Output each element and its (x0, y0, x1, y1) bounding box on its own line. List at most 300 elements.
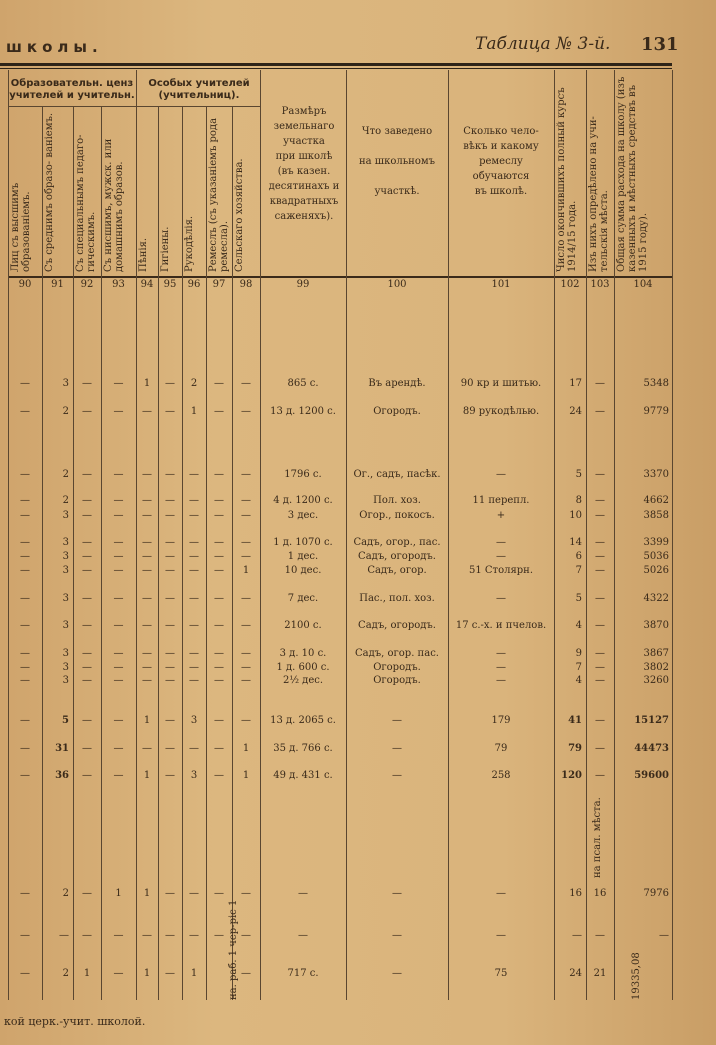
table-cell: — (113, 593, 124, 604)
column-number: 91 (51, 279, 64, 290)
table-cell: 120 (561, 770, 582, 781)
table-cell: — (20, 551, 30, 562)
table-cell: — (595, 378, 605, 389)
table-cell: 4 (575, 675, 582, 686)
table-cell: — (214, 495, 224, 506)
table-cell: — (82, 715, 92, 726)
table-cell: — (189, 743, 199, 754)
vertical-header: Гигіены. (160, 226, 171, 272)
table-cell: 8 (575, 495, 582, 506)
table-cell: — (214, 510, 224, 521)
table-cell: — (595, 620, 605, 631)
table-cell: 258 (491, 770, 511, 781)
table-cell: 717 с. (287, 968, 319, 979)
footer-text: кой церк.-учит. школой. (4, 1015, 146, 1028)
column-number: 92 (80, 279, 94, 290)
table-cell: — (189, 551, 199, 562)
table-cell: 1 (242, 770, 250, 781)
table-cell: — (189, 675, 199, 686)
column-number: 101 (491, 279, 511, 290)
table-cell: — (142, 565, 152, 576)
table-cell: — (189, 593, 199, 604)
table-cell: — (165, 551, 175, 562)
header-line: вѣкъ и какому (463, 141, 539, 152)
table-cell: 3 (62, 378, 69, 389)
table-cell: — (595, 930, 605, 941)
table-cell: — (59, 930, 69, 941)
table-cell: — (113, 551, 124, 562)
table-cell: 865 с. (287, 378, 319, 389)
table-cell: — (241, 888, 251, 899)
table-cell: — (165, 770, 175, 781)
table-cell: — (113, 715, 124, 726)
table-cell: — (572, 930, 582, 941)
table-cell: — (392, 715, 402, 726)
table-cell: — (82, 565, 92, 576)
table-cell: — (214, 620, 224, 631)
table-cell: — (165, 930, 175, 941)
table-cell: — (82, 378, 92, 389)
table-cell: — (595, 495, 605, 506)
table-cell: — (142, 593, 152, 604)
column-number: 103 (590, 279, 610, 290)
table-cell: — (20, 406, 30, 417)
table-cell: — (20, 495, 30, 506)
table-cell: — (113, 469, 124, 480)
table-cell: — (214, 565, 224, 576)
table-cell: 5 (575, 593, 582, 604)
table-cell: — (165, 537, 175, 548)
header-line: десятинахъ и (268, 181, 340, 192)
header-col100 (346, 124, 448, 199)
header-left: школы. (6, 38, 103, 56)
table-cell: — (595, 537, 605, 548)
table-cell: — (165, 675, 175, 686)
table-cell: — (214, 888, 224, 899)
table-cell: — (595, 770, 605, 781)
grid-vline (586, 70, 587, 1000)
table-cell: — (82, 743, 92, 754)
table-cell: — (20, 888, 30, 899)
table-cell: — (165, 968, 175, 979)
table-cell: — (241, 662, 251, 673)
table-cell: — (142, 406, 152, 417)
table-cell: — (595, 593, 605, 604)
top-rule-thin (0, 68, 672, 69)
header-line: участкѣ. (374, 186, 420, 197)
column-number: 102 (560, 279, 580, 290)
table-cell: 3870 (643, 620, 669, 631)
table-cell: — (113, 648, 124, 659)
table-cell: — (214, 675, 224, 686)
header-line: въ школѣ. (474, 186, 528, 197)
table-cell: — (165, 378, 175, 389)
table-cell: — (189, 620, 199, 631)
table-cell: 3 (62, 510, 69, 521)
table-cell: — (142, 930, 152, 941)
table-cell: — (659, 930, 669, 941)
table-cell: 9779 (643, 406, 669, 417)
col104-last-value: 19335,08 (631, 952, 642, 1000)
vertical-header: Лиц съ высшимъ образованіемъ. (10, 182, 32, 272)
table-cell: 44473 (634, 743, 669, 754)
group-education: Образовательн. ценз учителей и учительн. (9, 78, 135, 101)
header-line: (въ казен. (277, 166, 331, 177)
table-cell: — (165, 743, 175, 754)
table-cell: 1 (143, 770, 151, 781)
table-cell: 89 рукодѣлью. (462, 406, 540, 417)
table-cell: — (20, 378, 30, 389)
table-cell: 1 (143, 888, 151, 899)
table-cell: 24 (569, 968, 582, 979)
table-cell: — (595, 675, 605, 686)
table-cell: Садъ, огородъ. (358, 620, 436, 631)
col97-note: на. раб. 1 чер-ріс 1 (228, 899, 239, 1000)
table-cell: — (214, 469, 224, 480)
table-cell: Садъ, огор., пас. (353, 537, 441, 548)
header-line: земельнаго (273, 121, 335, 132)
column-number: 95 (163, 279, 177, 290)
table-cell: — (241, 510, 251, 521)
grid-vline (448, 70, 449, 1000)
table-cell: — (214, 406, 224, 417)
table-cell: 3 (62, 662, 69, 673)
table-cell: — (142, 551, 152, 562)
table-cell: 15127 (634, 715, 669, 726)
table-cell: — (189, 469, 199, 480)
table-title: Таблица № 3-й. (475, 34, 611, 54)
table-cell: 35 д. 766 с. (273, 743, 333, 754)
table-cell: 3 д. 10 с. (279, 648, 327, 659)
table-cell: 2 (62, 495, 69, 506)
header-bottom-rule (8, 276, 672, 278)
table-cell: Огородъ. (373, 406, 421, 417)
table-cell: 1 (143, 968, 151, 979)
table-cell: 79 (568, 743, 582, 754)
table-cell: — (496, 888, 506, 899)
table-cell: + (496, 510, 506, 521)
table-cell: 3 (62, 593, 69, 604)
table-cell: — (214, 662, 224, 673)
table-cell: — (82, 537, 92, 548)
header-col101 (448, 124, 554, 199)
table-cell: — (113, 930, 124, 941)
table-cell: 21 (593, 968, 607, 979)
grid-vline (554, 70, 555, 1000)
table-cell: 4322 (643, 593, 669, 604)
table-cell: 11 перепл. (472, 495, 530, 506)
table-cell: — (241, 930, 251, 941)
table-cell: — (165, 593, 175, 604)
table-cell: 16 (569, 888, 582, 899)
header-line: участка (283, 136, 325, 147)
table-cell: 1 (242, 565, 250, 576)
table-cell: — (113, 495, 124, 506)
table-cell: — (214, 648, 224, 659)
table-cell: 36 (55, 770, 69, 781)
table-cell: 3 (190, 715, 198, 726)
table-cell: — (165, 715, 175, 726)
table-cell: 3802 (643, 662, 669, 673)
table-cell: 14 (569, 537, 582, 548)
table-cell: — (214, 551, 224, 562)
table-cell: — (142, 469, 152, 480)
table-cell: Садъ, огор. (367, 565, 427, 576)
table-cell: 79 (494, 743, 508, 754)
header-line (346, 139, 448, 154)
table-cell: 2 (62, 968, 69, 979)
table-cell: 3260 (643, 675, 669, 686)
table-cell: — (20, 469, 30, 480)
table-cell: — (189, 510, 199, 521)
table-cell: — (165, 565, 175, 576)
table-cell: 75 (494, 968, 508, 979)
table-cell: — (113, 378, 124, 389)
vertical-header: Рукодѣлія. (184, 215, 195, 272)
header-line: Сколько чело- (463, 126, 539, 137)
table-cell: — (113, 968, 124, 979)
table-cell: 3 (62, 648, 69, 659)
table-cell: Пас., пол. хоз. (359, 593, 435, 604)
table-cell: — (214, 378, 224, 389)
table-cell: — (241, 378, 251, 389)
table-cell: — (82, 770, 92, 781)
table-cell: — (20, 537, 30, 548)
table-cell: — (189, 930, 199, 941)
table-cell: 2 (190, 378, 198, 389)
table-cell: 7 (575, 565, 582, 576)
table-cell: — (113, 770, 124, 781)
table-cell: 2100 с. (284, 620, 322, 631)
table-cell: — (392, 770, 402, 781)
table-cell: Въ арендѣ. (368, 378, 426, 389)
table-cell: Огородъ. (373, 662, 421, 673)
table-cell: — (165, 888, 175, 899)
column-number: 94 (140, 279, 154, 290)
table-cell: — (142, 620, 152, 631)
table-cell: 1 (143, 378, 151, 389)
grid-vline (672, 70, 673, 1000)
table-cell: — (165, 662, 175, 673)
table-cell: — (496, 469, 506, 480)
table-cell: 17 (569, 378, 582, 389)
table-cell: — (214, 743, 224, 754)
table-cell: 1 (190, 406, 198, 417)
vertical-header: Съ специальнымъ педаго- гическимъ. (75, 134, 97, 272)
table-cell: — (241, 648, 251, 659)
table-cell: — (82, 551, 92, 562)
header-line: при школѣ (275, 151, 333, 162)
table-cell: — (82, 406, 92, 417)
header-line (346, 169, 448, 184)
table-cell: — (165, 620, 175, 631)
table-cell: — (595, 743, 605, 754)
table-cell: — (241, 406, 251, 417)
table-cell: 5 (575, 469, 582, 480)
column-number: 96 (187, 279, 201, 290)
table-cell: 1 (143, 715, 151, 726)
table-cell: — (165, 510, 175, 521)
table-cell: 4 (575, 620, 582, 631)
table-cell: 3 (190, 770, 198, 781)
col103-note: на псал. мѣста. (592, 797, 603, 878)
grid-vline (346, 70, 347, 1000)
table-cell: — (241, 495, 251, 506)
table-cell: — (241, 675, 251, 686)
table-cell: — (595, 715, 605, 726)
table-cell: — (142, 495, 152, 506)
table-cell: 13 д. 2065 с. (270, 715, 336, 726)
header-line: Размѣръ (281, 106, 327, 117)
table-cell: — (142, 743, 152, 754)
column-number: 93 (112, 279, 125, 290)
column-number: 99 (296, 279, 310, 290)
table-cell: — (241, 715, 251, 726)
table-cell: — (165, 406, 175, 417)
header-line: на школьномъ (359, 156, 435, 167)
table-cell: — (142, 662, 152, 673)
table-cell: 5348 (643, 378, 669, 389)
table-cell: — (20, 715, 30, 726)
table-cell: — (496, 930, 506, 941)
table-cell: — (214, 593, 224, 604)
table-cell: 3867 (643, 648, 669, 659)
table-cell: — (165, 469, 175, 480)
table-cell: — (113, 620, 124, 631)
table-cell: — (496, 593, 506, 604)
table-cell: 2 (62, 406, 69, 417)
table-cell: — (113, 662, 124, 673)
grid-vline (8, 70, 9, 1000)
table-cell: — (496, 662, 506, 673)
table-cell: — (142, 537, 152, 548)
table-cell: — (214, 715, 224, 726)
table-cell: 24 (569, 406, 582, 417)
table-cell: — (189, 662, 199, 673)
table-cell: — (189, 495, 199, 506)
table-cell: 3399 (643, 537, 669, 548)
table-cell: — (189, 565, 199, 576)
table-cell: — (142, 510, 152, 521)
table-cell: 3 (62, 537, 69, 548)
table-cell: — (595, 469, 605, 480)
table-cell: Огородъ. (373, 675, 421, 686)
table-cell: 2½ дес. (282, 675, 324, 686)
group-rule (8, 106, 260, 107)
table-cell: — (595, 648, 605, 659)
table-cell: — (20, 930, 30, 941)
table-cell: — (595, 662, 605, 673)
column-number: 104 (633, 279, 653, 290)
table-cell: 3 дес. (287, 510, 319, 521)
table-cell: 3 (62, 565, 69, 576)
table-cell: 2 (62, 888, 69, 899)
right-vertical-header: Общая сумма расхода на школу (изъ казенныхъ и мѣстныхъ средствъ въ 1915 году). (616, 76, 649, 272)
header-line: саженяхъ). (274, 211, 334, 222)
table-cell: — (82, 662, 92, 673)
table-cell: — (20, 510, 30, 521)
table-cell: Пол. хоз. (373, 495, 421, 506)
table-cell: — (298, 930, 308, 941)
table-cell: — (113, 743, 124, 754)
grid-vline (260, 70, 261, 1000)
table-cell: Ог., садъ, пасѣк. (353, 469, 441, 480)
table-cell: 10 (569, 510, 582, 521)
page-number: 131 (641, 34, 679, 55)
right-vertical-header: Изъ нихъ опредѣлено на учи- тельскія мѣста. (588, 116, 610, 272)
table-cell: — (20, 743, 30, 754)
table-cell: — (189, 648, 199, 659)
table-cell: — (20, 675, 30, 686)
table-cell: — (113, 406, 124, 417)
grid-vline (136, 70, 137, 1000)
table-cell: 179 (491, 715, 511, 726)
table-cell: — (496, 675, 506, 686)
vertical-header: Съ среднимъ образо- ваніемъ. (44, 112, 55, 272)
table-cell: 1796 с. (284, 469, 322, 480)
table-cell: 7 дес. (287, 593, 319, 604)
table-cell: — (82, 675, 92, 686)
table-cell: Садъ, огор. пас. (355, 648, 439, 659)
header-line: обучаются (472, 171, 530, 182)
table-cell: — (113, 510, 124, 521)
header-line: Что заведено (361, 126, 433, 137)
table-cell: 4 д. 1200 с. (273, 495, 333, 506)
table-cell: 10 дес. (284, 565, 322, 576)
column-number: 90 (18, 279, 32, 290)
table-cell: — (392, 888, 402, 899)
table-cell: — (20, 770, 30, 781)
table-cell: — (496, 648, 506, 659)
table-cell: 5036 (643, 551, 669, 562)
table-cell: — (214, 930, 224, 941)
vertical-header: Сельскаго хозяйства. (234, 158, 245, 272)
table-cell: — (20, 620, 30, 631)
table-cell: — (298, 888, 308, 899)
table-cell: — (241, 593, 251, 604)
table-cell: 1 (190, 968, 198, 979)
table-cell: — (241, 537, 251, 548)
group-special: Особых учителей (учительниц). (148, 78, 250, 101)
table-cell: 2 (62, 469, 69, 480)
table-cell: — (20, 565, 30, 576)
table-cell: 90 кр и шитью. (460, 378, 542, 389)
table-cell: 49 д. 431 с. (273, 770, 333, 781)
table-cell: — (142, 675, 152, 686)
table-cell: — (595, 565, 605, 576)
header-line: ремеслу (479, 156, 523, 167)
table-cell: — (496, 551, 506, 562)
table-cell: 5 (62, 715, 69, 726)
table-cell: — (595, 510, 605, 521)
table-cell: 7 (575, 662, 582, 673)
table-cell: — (82, 510, 92, 521)
table-cell: Садъ, огородъ. (358, 551, 436, 562)
table-cell: — (241, 551, 251, 562)
table-cell: 3 (62, 675, 69, 686)
table-cell: Огор., покосъ. (359, 510, 435, 521)
table-cell: — (82, 620, 92, 631)
table-cell: — (82, 888, 92, 899)
table-cell: — (241, 469, 251, 480)
table-cell: 5026 (643, 565, 669, 576)
table-cell: 3370 (643, 469, 669, 480)
table-cell: — (392, 930, 402, 941)
table-cell: 1 дес. (287, 551, 319, 562)
table-cell: — (165, 648, 175, 659)
table-cell: — (82, 593, 92, 604)
table-cell: — (241, 968, 251, 979)
